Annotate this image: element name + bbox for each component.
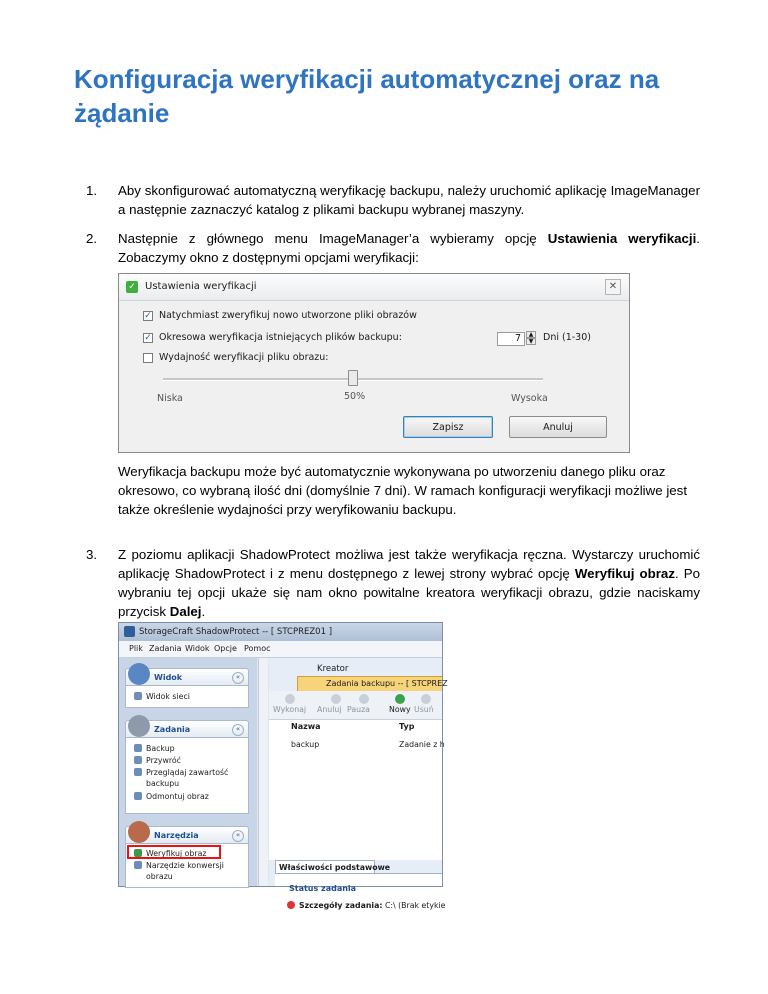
- sp-main: [269, 658, 448, 910]
- periodic-verification-label: Okresowa weryfikacja istniejących plików backupu:: [159, 332, 402, 343]
- toolbar-anuluj[interactable]: Anuluj: [317, 705, 342, 714]
- sidebar-item-odmontuj[interactable]: Odmontuj obraz: [134, 792, 209, 802]
- step-2-after-text: Weryfikacja backupu może być automatycznie wykonywana po utworzeniu danego pliku oraz okresowo, co wybraną ilość dni (domyślnie 7 dni). W ramach konfiguracji weryfikacji możliwe jest także określenie wydajności przy weryfikowaniu backupu.: [118, 464, 688, 517]
- network-icon: [134, 692, 142, 700]
- menu-opcje[interactable]: Opcje: [214, 644, 237, 653]
- slider-high-label: Wysoka: [511, 393, 548, 404]
- days-spinner[interactable]: [526, 331, 536, 347]
- menu-pomoc[interactable]: Pomoc: [244, 644, 271, 653]
- spin-up-icon[interactable]: ▲: [526, 331, 536, 338]
- collapse-icon[interactable]: «: [232, 672, 244, 684]
- group-narzedzia[interactable]: [125, 826, 249, 844]
- slider-low-label: Niska: [157, 393, 183, 404]
- step-2-bold: Ustawienia weryfikacji: [547, 231, 697, 246]
- verify-new-images-checkbox[interactable]: ✓: [144, 311, 152, 321]
- step-1-number: 1.: [86, 183, 98, 198]
- tab-properties[interactable]: Właściwości podstawowe: [275, 860, 375, 874]
- storagecraft-icon: [124, 626, 135, 637]
- sidebar-item-backup[interactable]: Backup: [134, 744, 175, 754]
- sidebar-item-przegladaj[interactable]: Przeglądaj zawartość: [134, 768, 228, 778]
- sp-titlebar: [119, 623, 442, 641]
- shadowprotect-window: [118, 622, 448, 910]
- group-zadania[interactable]: [125, 720, 249, 738]
- spin-down-icon[interactable]: ▼: [526, 338, 536, 345]
- group-widok[interactable]: [125, 668, 249, 686]
- sidebar-item-konwersja-cont: obrazu: [146, 872, 173, 881]
- verify-new-images-label: Natychmiast zweryfikuj nowo utworzone pliki obrazów: [159, 310, 417, 321]
- unmount-icon: [134, 792, 142, 800]
- group-zadania-title: Zadania: [154, 725, 191, 734]
- sp-sidebar: [119, 658, 257, 886]
- menu-widok[interactable]: Widok: [185, 644, 210, 653]
- checkmark-icon: ✓: [126, 281, 138, 293]
- sidebar-item-weryfikuj-obraz[interactable]: Weryfikuj obraz: [134, 849, 206, 859]
- close-button[interactable]: ✕: [605, 279, 621, 295]
- status-details: Szczegóły zadania: C:\ (Brak etykie: [287, 901, 445, 910]
- status-title: Status zadania: [289, 884, 357, 893]
- menu-zadania[interactable]: Zadania: [149, 644, 182, 653]
- page-title: Konfiguracja weryfikacji automatycznej oraz na żądanie: [74, 64, 660, 128]
- step-1-text: Aby skonfigurować automatyczną weryfikację backupu, należy uruchomić aplikację ImageManager a następnie zaznaczyć katalog z plikami backupu wybranej maszyny.: [118, 183, 700, 217]
- toolbar-pauza[interactable]: Pauza: [347, 705, 370, 714]
- step-3-bold-option: Weryfikuj obraz: [574, 566, 675, 581]
- menu-plik[interactable]: Plik: [129, 644, 143, 653]
- pause-icon: [359, 694, 369, 704]
- performance-slider-thumb[interactable]: [348, 370, 358, 386]
- restore-icon: [134, 756, 142, 764]
- add-icon: [395, 694, 405, 704]
- sp-window-title: StorageCraft ShadowProtect -- [ STCPREZ01 ]: [139, 627, 333, 637]
- magnifier-icon: [128, 663, 150, 685]
- kreator-label[interactable]: Kreator: [317, 664, 349, 674]
- delete-icon: [421, 694, 431, 704]
- toolbar-usun[interactable]: Usuń: [414, 705, 434, 714]
- browse-icon: [134, 768, 142, 776]
- group-narzedzia-title: Narzędzia: [154, 831, 199, 840]
- sp-toolbar: [269, 691, 442, 720]
- run-icon: [285, 694, 295, 704]
- slider-mid-label: 50%: [344, 391, 366, 402]
- performance-label: Wydajność weryfikacji pliku obrazu:: [159, 352, 329, 363]
- step-3-bold-button: Dalej: [169, 604, 202, 619]
- toolbar-nowy[interactable]: Nowy: [389, 705, 411, 714]
- col-typ[interactable]: Typ: [399, 722, 415, 731]
- table-row-name[interactable]: backup: [291, 740, 320, 749]
- jobs-table: [269, 720, 445, 860]
- cancel-button[interactable]: Anuluj: [509, 416, 607, 438]
- sidebar-item-przegladaj-cont: backupu: [146, 779, 180, 788]
- dialog-title: Ustawienia weryfikacji: [145, 281, 257, 292]
- sidebar-scrollbar[interactable]: [258, 658, 268, 886]
- backup-icon: [134, 744, 142, 752]
- performance-checkbox[interactable]: [143, 353, 153, 363]
- sp-menubar: [119, 641, 442, 658]
- sidebar-item-widok-sieci[interactable]: Widok sieci: [134, 692, 190, 702]
- disk-icon: [128, 715, 150, 737]
- group-zadania-body: [125, 738, 249, 814]
- sidebar-item-przywroc[interactable]: Przywróć: [134, 756, 181, 766]
- sidebar-item-konwersja[interactable]: Narzędzie konwersji: [134, 861, 224, 871]
- toolbar-wykonaj[interactable]: Wykonaj: [273, 705, 307, 714]
- step-3-number: 3.: [86, 547, 98, 562]
- col-nazwa[interactable]: Nazwa: [291, 722, 321, 731]
- properties-panel: [275, 873, 446, 910]
- toolbox-icon: [128, 821, 150, 843]
- step-2-text: Następnie z głównego menu ImageManager’a wybieramy opcję Ustawienia weryfikacji. Zobaczymy okno z dostępnymi opcjami weryfikacji:: [118, 231, 700, 265]
- error-icon: [287, 901, 295, 909]
- days-input[interactable]: 7: [497, 332, 525, 346]
- table-row-type[interactable]: Zadanie z h: [399, 740, 445, 749]
- save-button[interactable]: Zapisz: [403, 416, 493, 438]
- convert-icon: [134, 861, 142, 869]
- days-range-label: Dni (1-30): [543, 332, 591, 343]
- dialog-titlebar: [119, 274, 629, 301]
- cancel-icon: [331, 694, 341, 704]
- group-widok-body: [125, 686, 249, 708]
- verification-settings-dialog: [118, 273, 630, 453]
- step-3-text: Z poziomu aplikacji ShadowProtect możliwa jest także weryfikacja ręczna. Wystarczy uruchomić aplikację ShadowProtect i z menu dostępnego z lewej strony wybrać opcję Weryfikuj obraz. Po wybraniu tej opcji ukaże się nam okno powitalne kreatora weryfikacji obrazu, gdzie naciskamy przycisk Dalej.: [118, 547, 700, 619]
- tab-zadania-backupu[interactable]: Zadania backupu -- [ STCPREZ: [297, 676, 442, 692]
- collapse-icon[interactable]: «: [232, 724, 244, 736]
- highlight-box: [127, 845, 221, 859]
- step-2-number: 2.: [86, 231, 98, 246]
- group-widok-title: Widok: [154, 673, 183, 682]
- periodic-verification-checkbox[interactable]: ✓: [144, 333, 152, 343]
- collapse-icon[interactable]: «: [232, 830, 244, 842]
